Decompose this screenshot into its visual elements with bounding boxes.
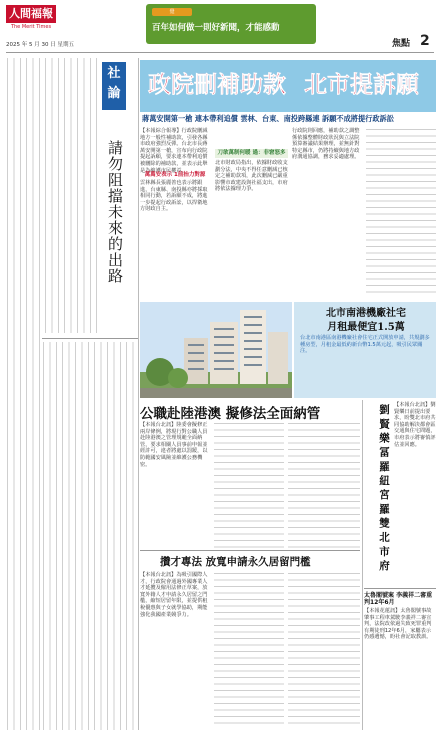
right-article-divider: [364, 588, 436, 589]
page-number: 2: [420, 33, 430, 49]
photo-caption: 台北市南港區南港機廠社會住宅正式開放申請，共規劃多種房型，月租金最低約新台幣1.5萬元起，吸引民眾關注。: [300, 335, 430, 355]
lead-col-1b: 雲林縣長張麗善也表示將跟進，台東縣、南投縣亦將採取相同行動，若訴願不成，將進一步提起行政訴訟，以捍衛地方財政自主。: [140, 180, 208, 213]
headline-banner: [140, 60, 436, 112]
lead-article: [140, 128, 436, 300]
right-article-body: 【本報台北訊】劉賢樂日前提出要求，盼雙北市府共同協助解決都會區交通與住宅問題，市府表示將審慎評估並回應。: [394, 402, 436, 448]
lead-col-2: 北市財政局指出，依據財政收支劃分法，中央不得任意刪減已核定之補助款項，此次刪減已嚴重影響市政建設與社福支出，市府將依法據理力爭。: [215, 160, 288, 193]
editorial-tag-top: 社: [107, 66, 121, 81]
editorial-tag: [102, 62, 126, 110]
left-column-text: [6, 60, 42, 320]
editorial-tag-bottom: 論: [107, 86, 121, 101]
photo-panel: [294, 302, 436, 398]
editorial-divider: [42, 338, 138, 339]
article-3-col-2: [214, 572, 284, 728]
right-article: [364, 400, 436, 730]
article-public-officials: [140, 400, 360, 550]
section-label: 焦點: [392, 39, 411, 49]
tagline-text: 百年如何做一則好新聞，才能感動: [152, 23, 280, 33]
right-article-subhead: 太魯閣號案 李義祥二審重判12年6月: [364, 592, 433, 606]
lead-col-3: 行政院則回應，補助款之調整係依據整體財政狀況與立法院預算審議結果辦理，並無針對特定縣市，仍將持續與地方政府溝通協調，務求妥適處理。: [292, 128, 360, 161]
masthead: [0, 0, 440, 56]
column-separator-right: [362, 400, 363, 730]
masthead-divider: [6, 52, 434, 53]
lead-subhead-2: 刀欲萬制何暖 過：非窘怒多: [215, 149, 288, 158]
article-3-col-1: 【本報台北訊】為吸引國際人才，行政院會通過外國專業人才延攬及僱用法修正草案，放寬外籍人才申請永久居留之門檻，縮短居留年限，並提供租稅優惠與子女就學協助，期能強化我國產業競爭力。: [140, 572, 208, 618]
building-illustration: [140, 302, 292, 398]
editorial-title: 請勿阻擋未來的出路: [106, 140, 124, 284]
article-3-col-3: [288, 572, 360, 728]
left-lower-body: [42, 342, 138, 730]
column-separator: [138, 58, 139, 730]
housing-photo: [140, 302, 292, 398]
article-3-headline: 攢才專法 放寬申請永久居留門檻: [160, 556, 311, 568]
masthead-logo: 人間福報: [6, 5, 56, 23]
photo-headline-2: 月租最便宜1.5萬: [327, 322, 405, 333]
lead-subhead-1: 萬萬安表示 1前抬力對源: [144, 172, 206, 178]
headline-sub: 蔣萬安開第一槍 連本帶利追償 雲林、台東、南投跨縣連 訴願不成將提行政訴訟: [142, 114, 394, 123]
editorial-body-lines: [44, 58, 100, 333]
masthead-date: 2025 年 5 月 30 日 星期五: [6, 42, 74, 48]
headline-main-b: 北市提訴願: [304, 71, 419, 98]
right-article-body-2: 【本報花蓮訊】太魯閣號事故肇事工程車駕駛李義祥二審宣判，法院改依過失致死罪重判有期徒刑12年6月，家屬表示仍感遺憾，盼社會記取教訓。: [364, 608, 432, 641]
lead-col-4: [366, 128, 436, 298]
masthead-logo-en: The Merit Times: [10, 24, 52, 30]
article-3-divider: [140, 550, 360, 551]
masthead-tagline: [146, 4, 316, 44]
article-2-col-2: [214, 422, 284, 548]
headline-main-a: 政院刪補助款: [148, 71, 286, 98]
tagline-badge: 覺: [152, 8, 192, 16]
lead-col-1: 【本報綜合報導】行政院刪減地方一般性補助款，引發各縣市政府強烈反彈。台北市長蔣萬安開第一槍，宣布向行政院提起訴願，要求連本帶利追償被刪除的補助款，並表示此舉是為維護市民權益。: [140, 128, 208, 174]
article-2-headline: 公職赴陸港澳 擬修法全面納管: [140, 406, 321, 422]
editorial-section: [42, 58, 137, 338]
right-article-headline: 劉 賢 樂 冨 羅 紐 宮 羅 雙 北 市 府: [378, 404, 390, 571]
article-2-col-3: [288, 422, 360, 548]
photo-headline: 北市南港機廠社宅: [326, 308, 406, 319]
article-2-col-1: 【本報台北訊】陸委會擬修正兩岸條例，將現行對公職人員赴陸港澳之管理規範全面納管，要求相關人員事前申報並經許可，違者將處以罰鍰，以防範國安風險並維護公務機密。: [140, 422, 208, 468]
article-talent-law: [140, 552, 360, 730]
